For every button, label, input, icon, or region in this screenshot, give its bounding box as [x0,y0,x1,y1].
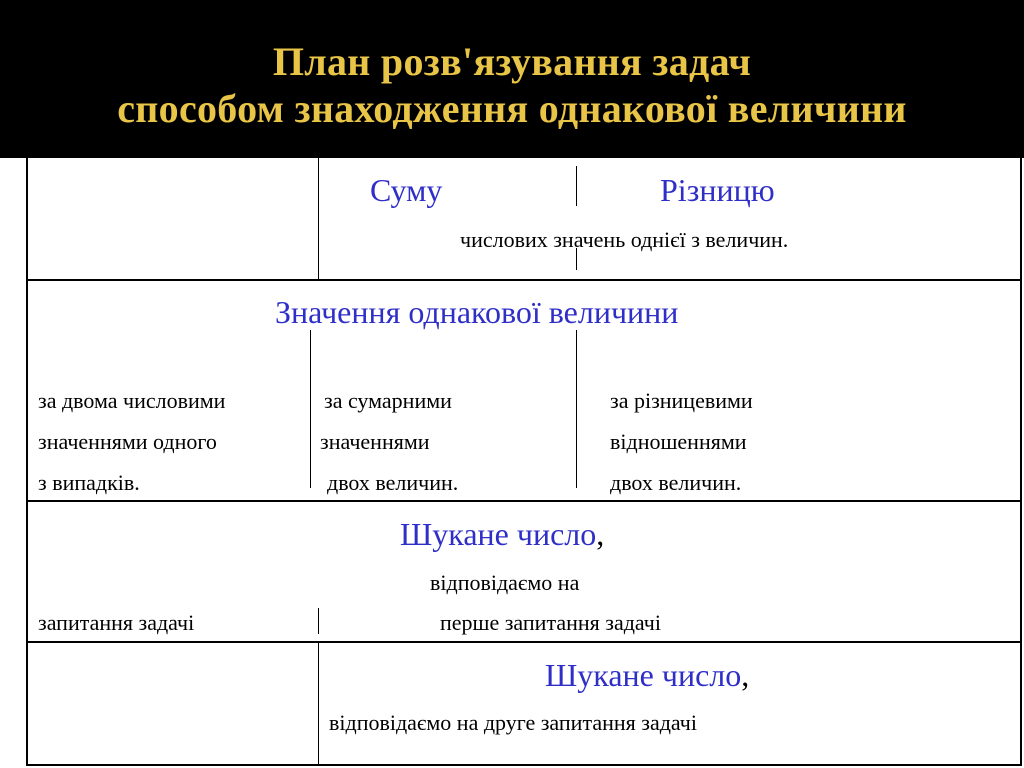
row-divider-3 [26,641,1022,643]
row3-left-question: запитання задачі [38,610,195,635]
table-border-bottom [26,764,1022,766]
inner-divider-row2-b [576,330,577,488]
title-banner [0,0,1024,158]
row3-first-question: перше запитання задачі [440,610,661,635]
row2-col3-line1: за різницевими [610,388,753,413]
col-divider-row4 [318,642,319,765]
row-divider-2 [26,500,1022,502]
row2-col3-line3: двох величин. [610,470,742,495]
same-quantity-heading: Значення однакової величини [275,294,679,330]
inner-divider-row2-a [310,330,311,488]
table-border-right [1020,158,1022,766]
row2-col2-line1: за сумарними [324,388,452,413]
table-border-left [26,158,28,766]
row3-heading-text: Шукане число [400,516,597,552]
row4-heading-comma: , [741,657,750,693]
sum-label: Суму [370,172,443,208]
difference-label: Різницю [660,172,775,208]
inner-divider-row1 [576,166,577,206]
col-divider-row1 [318,158,319,280]
row2-col1-line2: значеннями одного [38,429,217,454]
row4-heading-text: Шукане число [545,657,742,693]
row2-col3-line2: відношеннями [610,429,747,454]
row2-col2-line3: двох величин. [327,470,459,495]
row1-note: числових значень однієї з величин. [460,227,789,252]
row3-heading [400,515,604,553]
row2-col1-line1: за двома числовими [38,388,226,413]
row3-answer-on: відповідаємо на [430,570,580,595]
title-line-2: способом знаходження однакової величини [117,86,907,131]
row2-col1-line3: з випадків. [38,470,140,495]
row-divider-1 [26,279,1022,281]
row2-col2-line2: значеннями [320,429,430,454]
title-line-1: План розв'язування задач [272,39,752,84]
row3-heading-comma: , [596,516,605,552]
row4-second-question: відповідаємо на друге запитання задачі [329,710,697,735]
slide-title [0,38,1024,132]
row4-heading [545,656,749,694]
inner-divider-row3 [318,608,319,634]
